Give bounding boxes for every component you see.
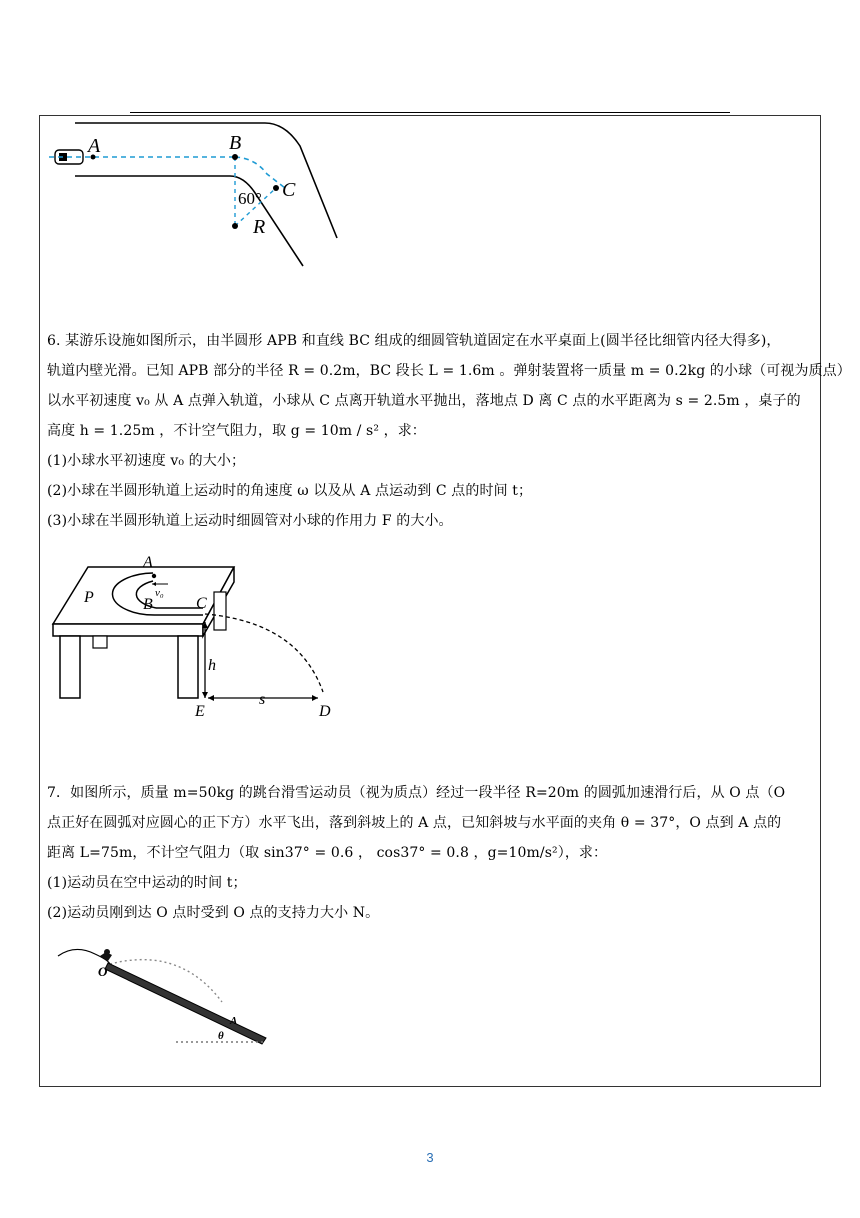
question-7 <box>47 778 817 928</box>
q6-line: 轨道内壁光滑。已知 APB 部分的半径 R = 0.2m，BC 段长 L = 1.6m 。弹射装置将一质量 m = 0.2kg 的小球（可视为质点） <box>47 363 851 379</box>
ski-label-a: A <box>230 1015 238 1027</box>
road-label-r: R <box>253 216 266 238</box>
table-label-s: s <box>259 691 266 708</box>
table-label-c: C <box>196 595 207 612</box>
road-label-b: B <box>229 132 242 154</box>
q7-line: (1)运动员在空中运动的时间 t； <box>47 875 247 891</box>
table-label-h: h <box>208 657 216 674</box>
table-label-a: A <box>143 554 153 571</box>
q6-line: 6. 某游乐设施如图所示，由半圆形 APB 和直线 BC 组成的细圆管轨道固定在水平桌面上(圆半径比细管内径大得多)， <box>47 333 781 349</box>
table-label-d: D <box>319 703 331 720</box>
q6-line: (2)小球在半圆形轨道上运动时的角速度 ω 以及从 A 点运动到 C 点的时间 t； <box>47 483 533 499</box>
table-label-e: E <box>195 703 205 720</box>
q6-line: (3)小球在半圆形轨道上运动时细圆管对小球的作用力 F 的大小。 <box>47 513 453 529</box>
header-rule <box>130 112 730 113</box>
road-angle-label: 60° <box>238 189 262 208</box>
q6-line: 以水平初速度 v₀ 从 A 点弹入轨道，小球从 C 点离开轨道水平抛出，落地点 D 离 C 点的水平距离为 s = 2.5m ，桌子的 <box>47 393 801 409</box>
road-curve-figure <box>45 118 345 270</box>
q7-line: 7．如图所示，质量 m=50kg 的跳台滑雪运动员（视为质点）经过一段半径 R=20m 的圆弧加速滑行后，从 O 点（O <box>47 785 786 801</box>
q6-line: 高度 h = 1.25m ，不计空气阻力，取 g = 10m / s² ，求： <box>47 423 426 439</box>
table-track-figure <box>48 552 348 722</box>
q6-line: (1)小球水平初速度 v₀ 的大小； <box>47 453 246 469</box>
question-6 <box>47 326 851 536</box>
q7-line: 距离 L=75m，不计空气阻力（取 sin37° = 0.6 ， cos37° = 0.8 ，g=10m/s²），求： <box>47 845 608 861</box>
page-number: 3 <box>426 1150 434 1165</box>
table-label-v0: v₀ <box>155 587 164 599</box>
road-label-c: C <box>282 179 296 201</box>
ski-label-theta: θ <box>218 1030 224 1042</box>
q7-line: 点正好在圆弧对应圆心的正下方）水平飞出，落到斜坡上的 A 点，已知斜坡与水平面的夹角 θ = 37°，O 点到 A 点的 <box>47 815 782 831</box>
ski-label-o: O <box>98 964 108 979</box>
q7-line: (2)运动员刚到达 O 点时受到 O 点的支持力大小 N。 <box>47 905 380 921</box>
ski-slope-figure <box>50 938 275 1050</box>
road-label-a: A <box>88 135 101 157</box>
table-label-p: P <box>84 589 94 606</box>
table-label-b: B <box>143 596 153 613</box>
